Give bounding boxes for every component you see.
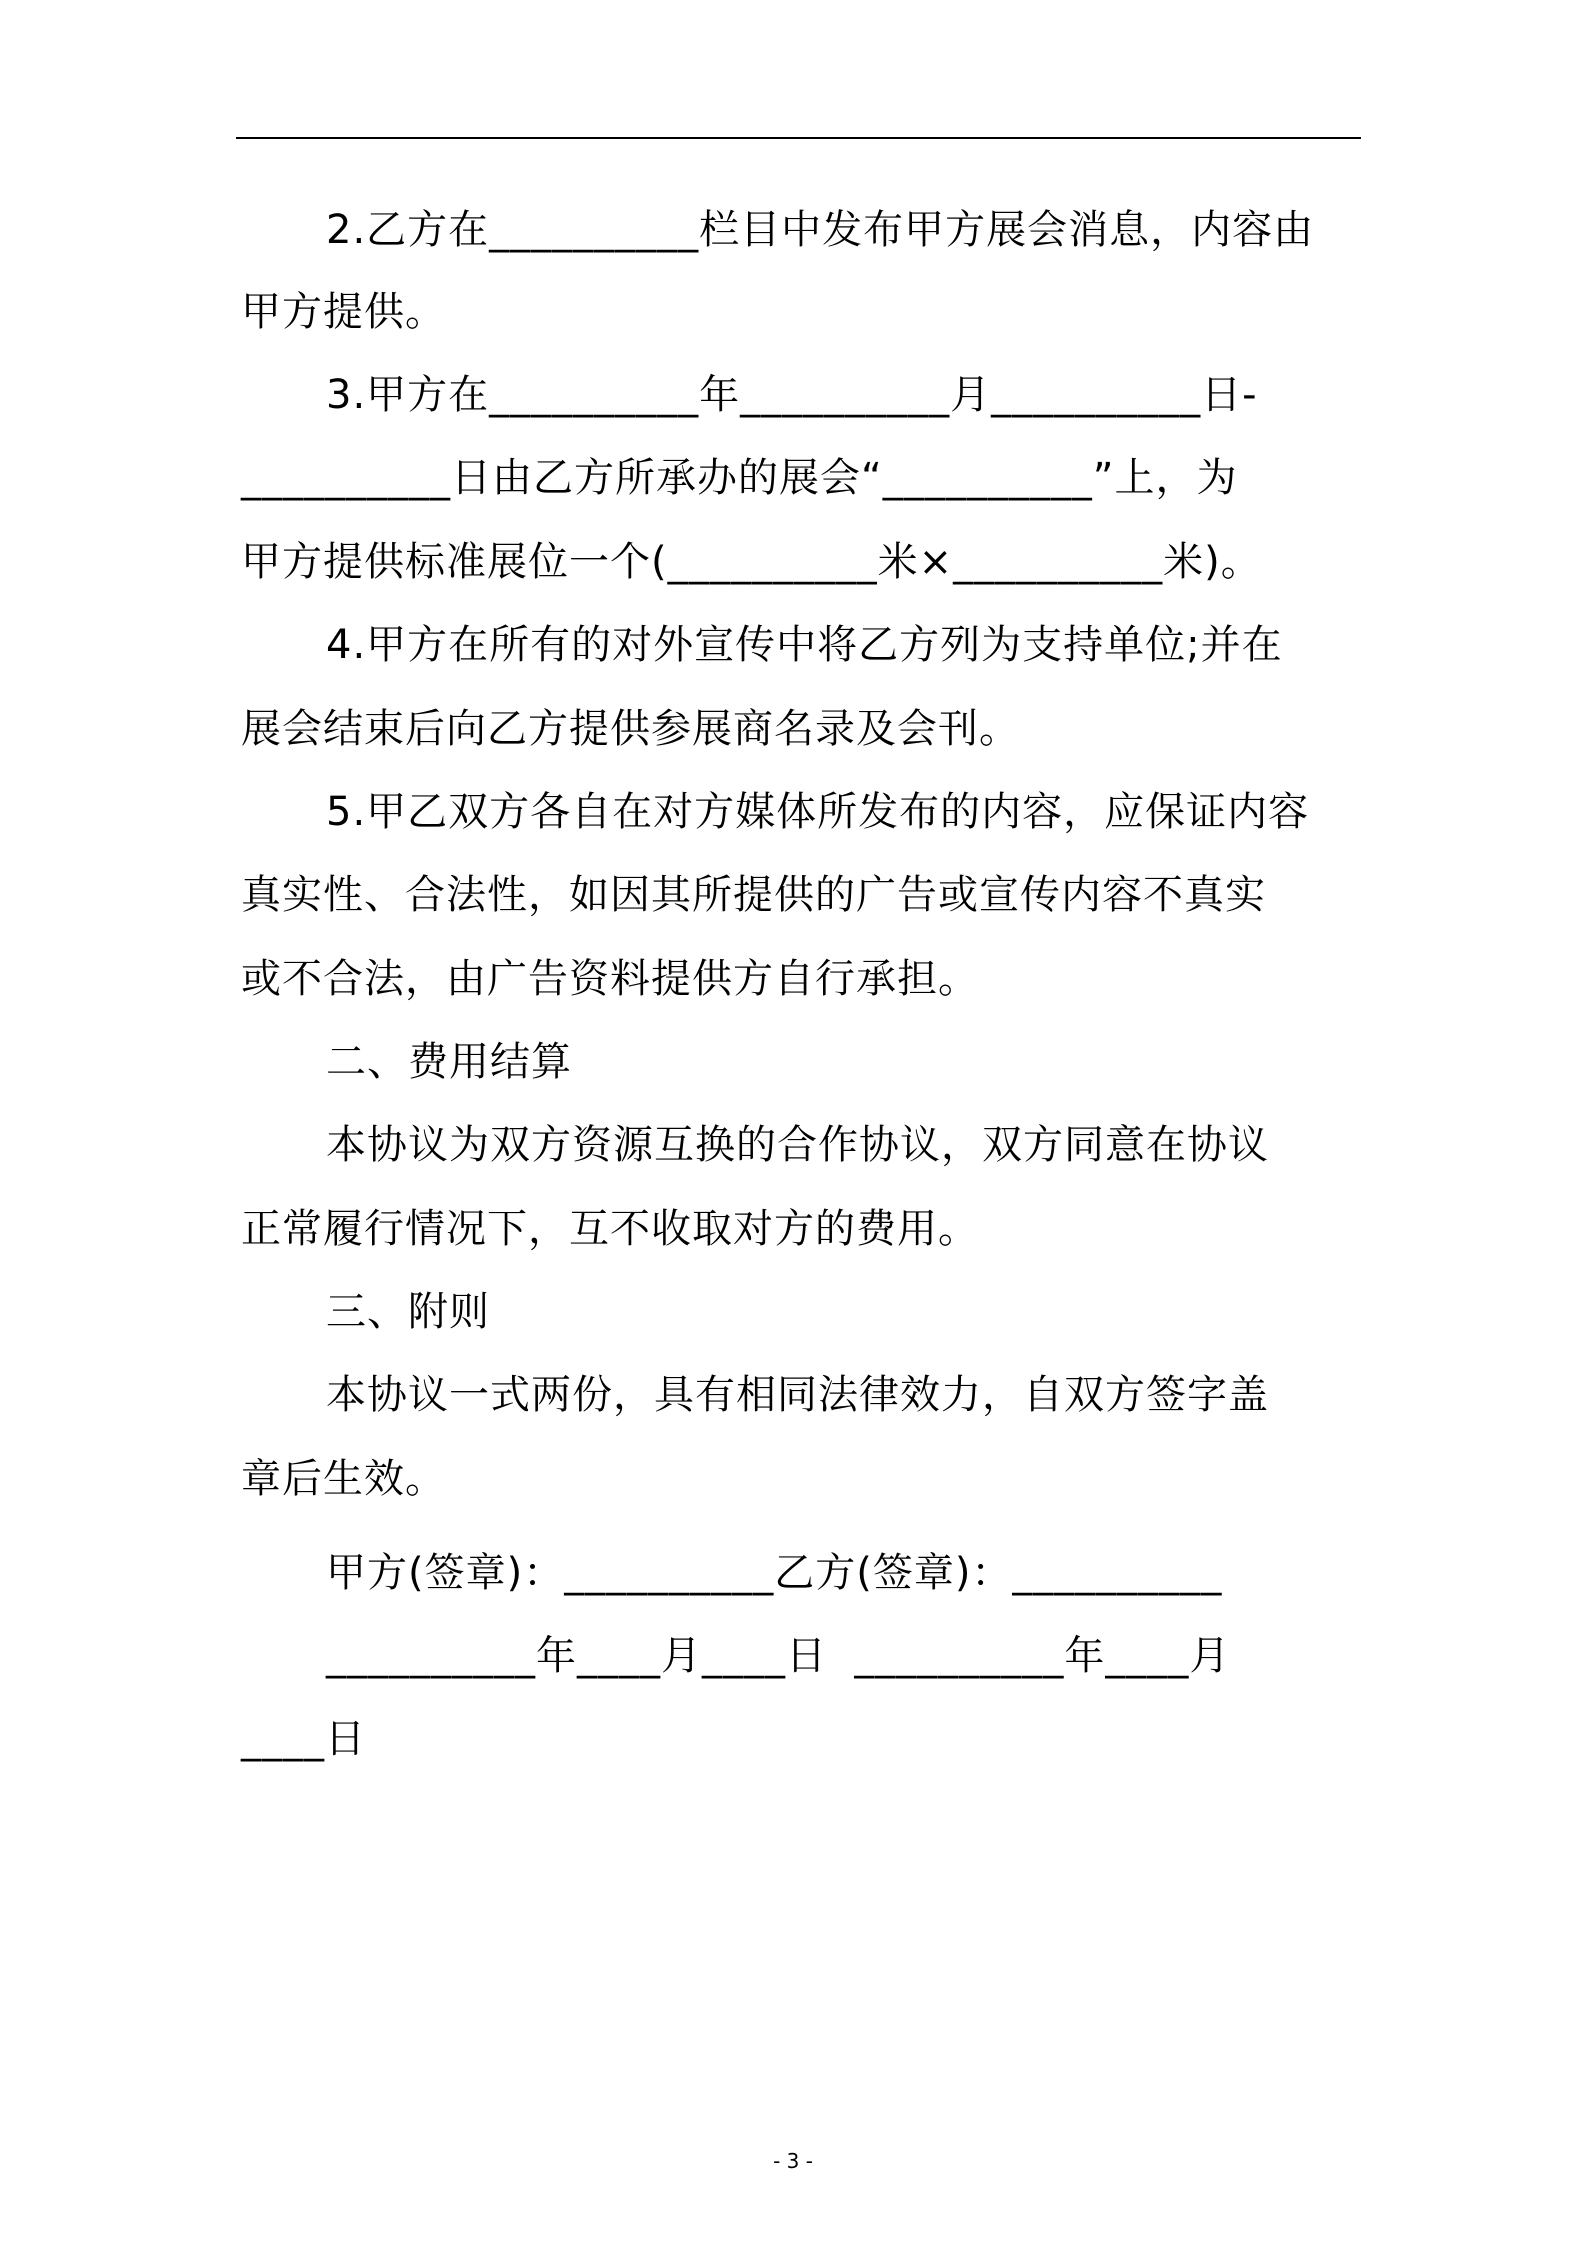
appendix-line-2: 章后生效。 (241, 1456, 446, 1502)
clause-5-line-2: 真实性、合法性，如因其所提供的广告或宣传内容不真实 (241, 872, 1266, 918)
date-line-2: ____日 (241, 1716, 366, 1762)
clause-3-line-1: 3.甲方在__________年__________月__________日- (326, 372, 1258, 418)
clause-2-line-1: 2.乙方在__________栏目中发布甲方展会消息，内容由 (326, 207, 1315, 253)
clause-4-line-2: 展会结束后向乙方提供参展商名录及会刊。 (241, 706, 1020, 752)
section-heading-fees: 二、费用结算 (326, 1039, 572, 1085)
appendix-line-1: 本协议一式两份，具有相同法律效力，自双方签字盖 (326, 1372, 1269, 1418)
date-line-1: __________年____月____日 __________年____月 (326, 1633, 1231, 1679)
signature-line: 甲方(签章)：__________乙方(签章)：__________ (326, 1550, 1223, 1596)
clause-3-line-2: __________日由乙方所承办的展会“__________”上，为 (241, 455, 1238, 501)
clause-3-line-3: 甲方提供标准展位一个(__________米×__________米)。 (241, 539, 1262, 585)
clause-4-line-1: 4.甲方在所有的对外宣传中将乙方列为支持单位;并在 (326, 622, 1283, 668)
fees-line-1: 本协议为双方资源互换的合作协议，双方同意在协议 (326, 1122, 1269, 1168)
header-rule (236, 137, 1361, 139)
clause-5-line-3: 或不合法，由广告资料提供方自行承担。 (241, 956, 979, 1002)
page-number: - 3 - (773, 2149, 813, 2173)
clause-2-line-2: 甲方提供。 (241, 289, 446, 335)
clause-5-line-1: 5.甲乙双方各自在对方媒体所发布的内容，应保证内容 (326, 789, 1310, 835)
section-heading-appendix: 三、附则 (326, 1289, 490, 1335)
fees-line-2: 正常履行情况下，互不收取对方的费用。 (241, 1206, 979, 1252)
